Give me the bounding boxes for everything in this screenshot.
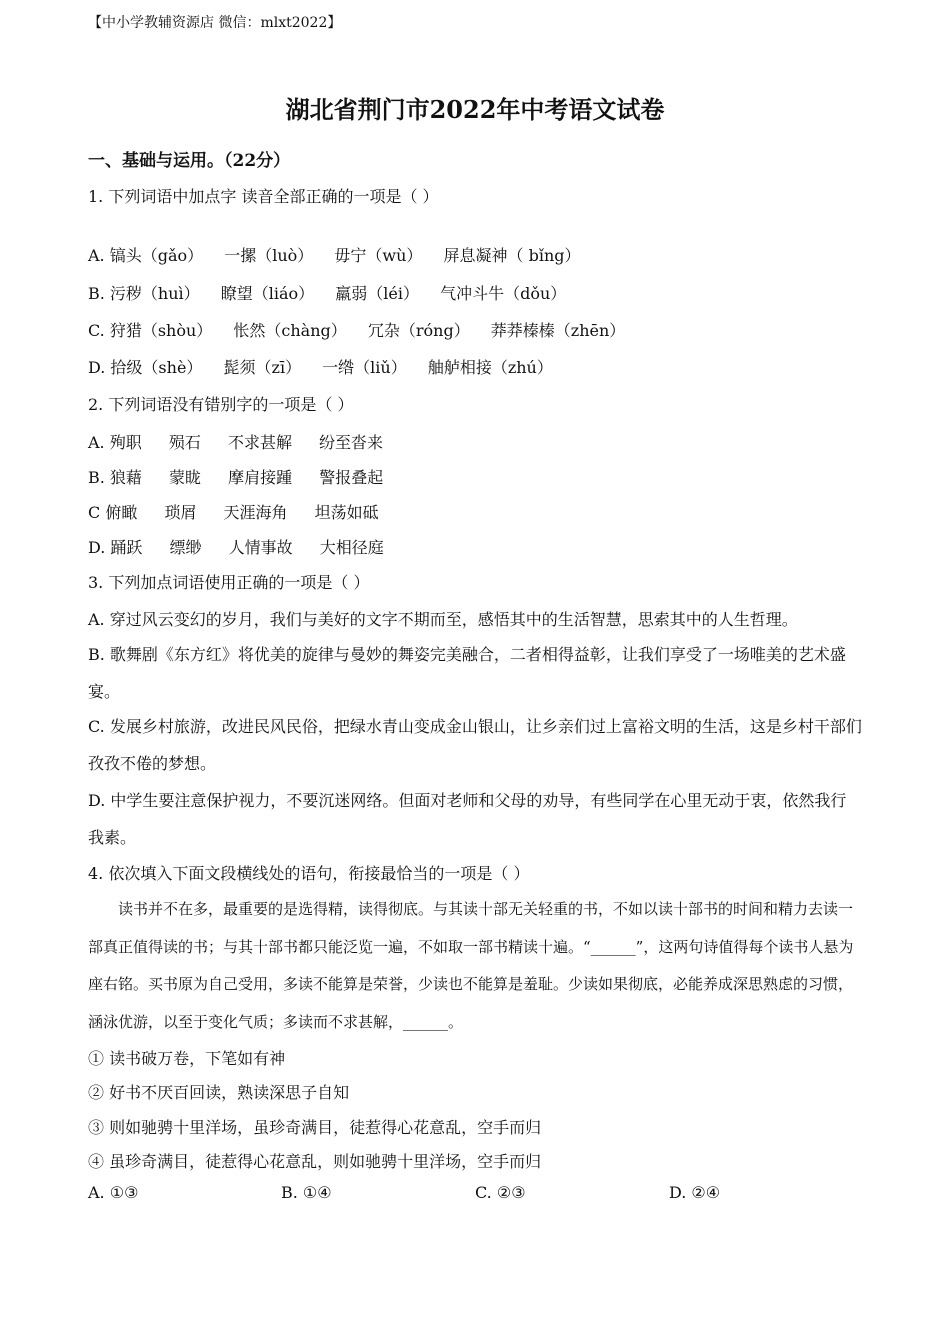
option-word: 舳舻相接（zhú） [427,358,553,377]
option-word: 殒石 [168,433,201,452]
option-word: B. 污秽（huì） [88,284,200,303]
option-word: B. 狼藉 [88,468,142,487]
q3-option-d: D. 中学生要注意保护视力，不要沉迷网络。但面对老师和父母的劝导，有些同学在心里无动于衷，依然我行我素。 [88,791,847,847]
option-word: C. 狩猎（shòu） [88,321,213,340]
option-word: 摩肩接踵 [228,468,293,487]
q4-choice-b: B. ①④ [281,1183,332,1202]
option-word: 琐屑 [164,503,197,522]
q1-option-d [88,355,553,378]
q2-stem: 2. 下列词语没有错别字的一项是（ ） [88,395,354,414]
q3-stem: 3. 下列加点词语使用正确的一项是（ ） [88,573,370,592]
option-word: 人情事故 [228,538,293,557]
q1-stem: 1. 下列词语中加点字 读音全部正确的一项是（ ） [88,187,439,206]
option-word: 气冲斗牛（dǒu） [440,284,567,303]
option-word: 毋宁（wù） [334,246,423,265]
option-word: 屏息凝神（ bǐng） [443,246,581,265]
option-word: 莽莽榛榛（zhēn） [490,321,626,340]
q3-option-a: A. 穿过风云变幻的岁月，我们与美好的文字不期而至，感悟其中的生活智慧，思索其中的人生哲理。 [88,610,798,629]
option-word: D. 拾级（shè） [88,358,203,377]
option-word: D. 踊跃 [88,538,143,557]
q2-option-c [88,500,379,523]
q2-option-b [88,465,383,488]
option-word: 天涯海角 [223,503,288,522]
section-heading: 一、基础与运用。（22分） [88,151,291,171]
q4-item-3: ③ 则如驰骋十里洋场，虽珍奇满目，徒惹得心花意乱，空手而归 [88,1118,542,1137]
q4-item-1: ① 读书破万卷，下笔如有神 [88,1049,286,1068]
option-word: 坦荡如砥 [314,503,379,522]
option-word: 瞭望（liáo） [220,284,315,303]
option-word: 蒙眬 [169,468,202,487]
option-word: 纷至沓来 [319,433,384,452]
q3-option-b: B. 歌舞剧《东方红》将优美的旋律与曼妙的舞姿完美融合，二者相得益彰，让我们享受了一场唯美的艺术盛宴。 [88,645,846,701]
q4-stem: 4. 依次填入下面文段横线处的语句，衔接最恰当的一项是（ ） [88,864,530,883]
option-word: 缥缈 [169,538,202,557]
option-word: 不求甚解 [227,433,292,452]
q1-option-a [88,243,581,266]
option-word: 警报叠起 [319,468,384,487]
q3-option-c: C. 发展乡村旅游，改进民风民俗，把绿水青山变成金山银山，让乡亲们过上富裕文明的生活，这是乡村干部们孜孜不倦的梦想。 [88,717,862,773]
header-note: 【中小学教辅资源店 微信：mlxt2022】 [88,15,342,31]
q2-option-a [88,430,383,453]
q1-option-c [88,318,625,341]
option-word: C 俯瞰 [88,503,138,522]
option-word: 一绺（liǔ） [322,358,407,377]
q2-option-d [88,535,384,558]
option-word: 怅然（chàng） [233,321,347,340]
option-word: 羸弱（léi） [335,284,419,303]
option-word: A. 镐头（gǎo） [88,246,204,265]
option-word: 大相径庭 [319,538,384,557]
q4-choice-d: D. ②④ [669,1183,721,1202]
q4-choice-a: A. ①③ [88,1183,139,1202]
option-word: A. 殉职 [88,433,142,452]
page-title: 湖北省荆门市2022年中考语文试卷 [285,95,665,124]
option-word: 一摞（luò） [224,246,314,265]
q4-item-4: ④ 虽珍奇满目，徒惹得心花意乱，则如驰骋十里洋场，空手而归 [88,1152,542,1171]
q1-option-b [88,281,566,304]
option-word: 髭须（zī） [223,358,302,377]
q4-choice-c: C. ②③ [475,1183,526,1202]
q4-item-2: ② 好书不厌百回读，熟读深思子自知 [88,1083,350,1102]
q4-passage: 读书并不在多，最重要的是选得精，读得彻底。与其读十部无关轻重的书，不如以读十部书的时间和精力去读一部真正值得读的书；与其十部书都只能泛览一遍，不如取一部书精读十遍。“______”，这两句诗值得每个读书人悬为座右铭。买书原为自己受用，多读不能算是荣誉，少读也不能算是羞耻。少读如果彻底，必能养成深思熟虑的习惯，涵泳优游，以至于变化气质；多读而不求甚解，______。 [88,900,854,1031]
option-word: 冗杂（róng） [367,321,470,340]
